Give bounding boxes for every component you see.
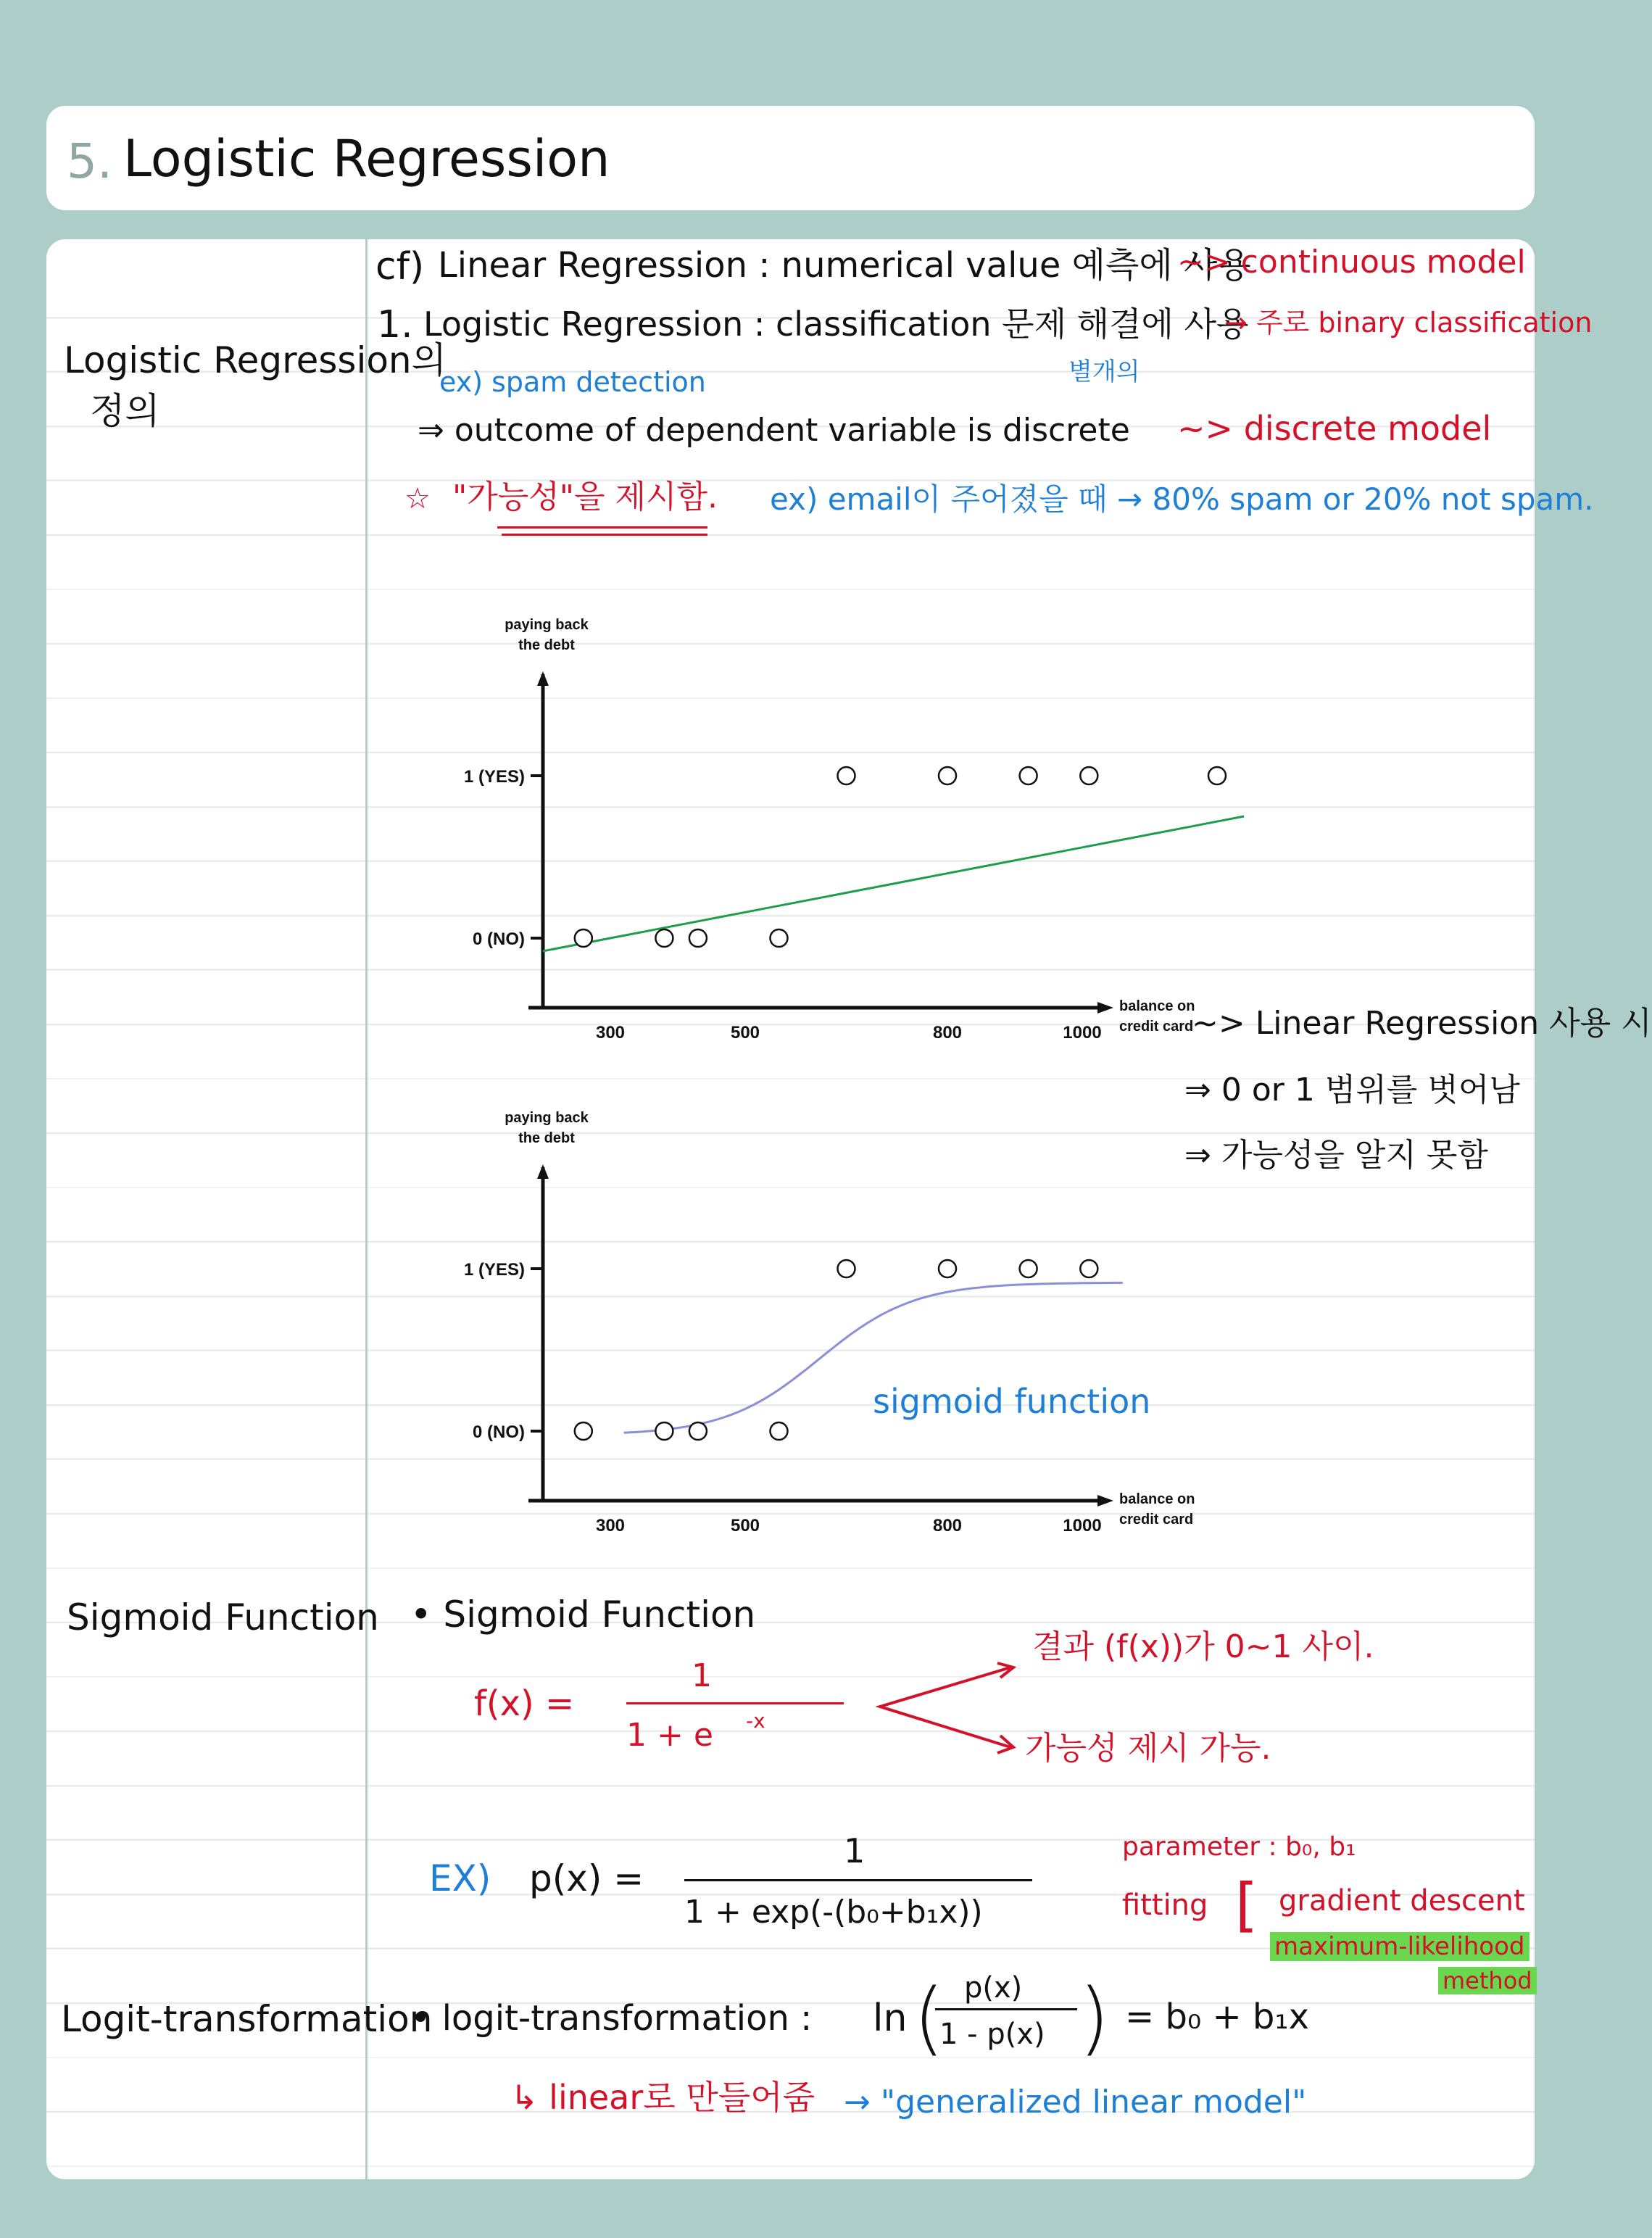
- spam-detection-example: ex) spam detection: [439, 366, 706, 398]
- logit-rhs: = b₀ + b₁x: [1125, 1997, 1310, 2037]
- linear-note: ↳ linear로 만들어줌: [510, 2078, 815, 2117]
- side-label-definition: Logistic Regression의: [64, 339, 447, 381]
- binary-classification-note: → 주로 binary classification: [1224, 307, 1593, 339]
- fx-fraction-bar: [626, 1702, 844, 1704]
- y-tick-label: 1 (YES): [463, 767, 525, 787]
- data-point-no: [575, 929, 592, 947]
- y-tick-label: 1 (YES): [463, 1260, 525, 1280]
- fx-lhs: f(x) =: [474, 1683, 575, 1724]
- data-point-yes: [1208, 767, 1226, 784]
- y-axis-label-line2: the debt: [518, 637, 575, 653]
- continuous-model-note: ~> continuous model: [1177, 244, 1526, 281]
- y-axis-arrowhead: [537, 671, 549, 686]
- data-point-no: [655, 1422, 673, 1440]
- logit-paren-right: ): [1079, 1971, 1110, 2064]
- data-point-yes: [939, 1260, 956, 1277]
- linear-fit-line: [543, 816, 1244, 951]
- x-tick-label: 1000: [1063, 1023, 1102, 1043]
- linear-regression-chart: [394, 616, 1264, 1051]
- no-possibility-note: ⇒ 가능성을 알지 못함: [1184, 1137, 1488, 1174]
- data-point-yes: [1020, 767, 1037, 784]
- data-point-yes: [1080, 767, 1097, 784]
- discrete-model-note: ~> discrete model: [1177, 409, 1492, 448]
- outcome-line: ⇒ outcome of dependent variable is discrete: [418, 412, 1130, 449]
- y-axis-arrowhead: [537, 1164, 549, 1179]
- gradient-descent-note: gradient descent: [1279, 1884, 1525, 1918]
- data-point-no: [771, 1422, 788, 1440]
- px-denominator: 1 + exp(-(b₀+b₁x)): [684, 1894, 983, 1931]
- logit-paren-left: (: [913, 1971, 945, 2064]
- x-tick-label: 500: [730, 1023, 760, 1043]
- data-point-yes: [1020, 1260, 1037, 1277]
- data-point-no: [575, 1422, 592, 1440]
- fx-numerator: 1: [692, 1657, 712, 1694]
- linear-use-note: ~> Linear Regression 사용 시: [1192, 1005, 1652, 1042]
- title-card: [46, 106, 1535, 210]
- sigmoid-bullet: • Sigmoid Function: [410, 1593, 756, 1636]
- discrete-annotation: 별개의: [1068, 357, 1140, 386]
- cf-prefix: cf): [375, 245, 425, 289]
- logit-bullet: • logit-transformation :: [410, 1998, 813, 2039]
- mle-highlight-1: maximum-likelihood: [1270, 1932, 1529, 1961]
- x-axis-arrowhead: [1097, 1495, 1113, 1506]
- glm-note: → "generalized linear model": [844, 2084, 1307, 2121]
- data-point-no: [689, 1422, 707, 1440]
- note-page: [46, 239, 1652, 2179]
- y-axis-label-line1: paying back: [505, 617, 589, 633]
- result-branch-arrows: [866, 1653, 1025, 1762]
- data-point-yes: [838, 767, 855, 784]
- possibility-note: "가능성"을 제시함.: [452, 478, 718, 515]
- item1-prefix: 1.: [377, 303, 413, 347]
- data-point-no: [655, 929, 673, 947]
- email-example: ex) email이 주어졌을 때 → 80% spam or 20% not spam.: [770, 481, 1594, 517]
- x-tick-label: 500: [730, 1516, 760, 1535]
- data-point-yes: [1080, 1260, 1097, 1277]
- side-label-logit: Logit-transformation: [61, 1998, 433, 2040]
- y-axis-label-line2: the debt: [518, 1130, 575, 1146]
- px-numerator: 1: [844, 1831, 866, 1870]
- x-axis-label-line2: credit card: [1119, 1019, 1194, 1035]
- result-note-2: 가능성 제시 가능.: [1025, 1730, 1271, 1767]
- x-tick-label: 300: [595, 1516, 626, 1535]
- x-axis-label-line2: credit card: [1119, 1512, 1194, 1528]
- data-point-yes: [939, 767, 956, 784]
- column-divider: [365, 239, 368, 2179]
- fitting-bracket: [: [1235, 1871, 1258, 1939]
- example-label: EX): [429, 1857, 491, 1899]
- logit-ln: ln: [873, 1997, 908, 2040]
- logit-fraction-bar: [935, 2008, 1077, 2010]
- possibility-underline: [497, 526, 707, 529]
- result-note-1: 결과 (f(x))가 0~1 사이.: [1032, 1628, 1374, 1665]
- parameter-note: parameter : b₀, b₁: [1122, 1832, 1356, 1862]
- mle-note-2: [1438, 1969, 1537, 1992]
- data-point-yes: [838, 1260, 855, 1277]
- y-tick-label: 0 (NO): [473, 929, 525, 949]
- logit-frac-den: 1 - p(x): [939, 2018, 1045, 2051]
- data-point-no: [689, 929, 707, 947]
- x-tick-label: 800: [932, 1516, 963, 1535]
- logistic-regression-chart: [394, 1109, 1264, 1544]
- y-axis-label-line1: paying back: [505, 1110, 589, 1126]
- x-axis-label-line1: balance on: [1119, 1491, 1195, 1507]
- side-label-definition-2: 정의: [90, 390, 160, 432]
- px-fraction-bar: [684, 1879, 1032, 1881]
- sigmoid-function-label: sigmoid function: [873, 1382, 1151, 1421]
- x-tick-label: 800: [932, 1023, 963, 1043]
- page-title: Logistic Regression: [123, 129, 610, 188]
- cf-linear-text: Linear Regression : numerical value 예측에 사용: [438, 245, 1251, 286]
- possibility-underline-2: [502, 534, 707, 536]
- y-tick-label: 0 (NO): [473, 1422, 525, 1442]
- px-lhs: p(x) =: [529, 1857, 644, 1899]
- side-label-sigmoid: Sigmoid Function: [67, 1596, 379, 1638]
- x-axis-arrowhead: [1097, 1002, 1113, 1014]
- x-tick-label: 300: [595, 1023, 626, 1043]
- range-out-note: ⇒ 0 or 1 범위를 벗어남: [1184, 1072, 1520, 1108]
- star-icon: ☆: [404, 482, 431, 515]
- item1-text: Logistic Regression : classification 문제 해결에 사용: [423, 304, 1249, 344]
- logit-frac-num: p(x): [964, 1971, 1023, 2005]
- mle-highlight-2: method: [1438, 1967, 1537, 1994]
- fx-denominator: 1 + e: [626, 1717, 713, 1754]
- fitting-note: fitting: [1122, 1889, 1208, 1922]
- x-axis-label-line1: balance on: [1119, 998, 1195, 1014]
- mle-note-1: [1270, 1934, 1529, 1959]
- x-tick-label: 1000: [1063, 1516, 1102, 1535]
- fx-exponent: -x: [746, 1709, 765, 1733]
- title-number: 5.: [67, 133, 112, 189]
- data-point-no: [771, 929, 788, 947]
